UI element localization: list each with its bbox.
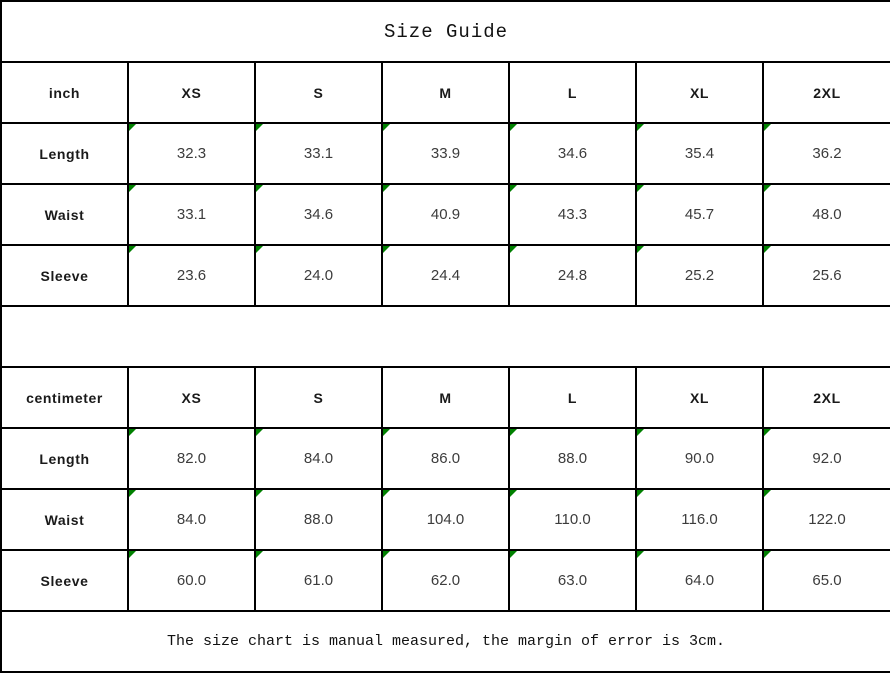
value-cell bbox=[255, 428, 382, 489]
size-header-xs: XS bbox=[128, 367, 255, 428]
value-cell bbox=[509, 245, 636, 306]
value-cell bbox=[128, 489, 255, 550]
value-cell bbox=[255, 550, 382, 611]
value-cell bbox=[128, 428, 255, 489]
cell-value: 90.0 bbox=[684, 450, 715, 467]
cell-value: 32.3 bbox=[176, 145, 207, 162]
value-cell bbox=[636, 184, 763, 245]
cell-value: 24.8 bbox=[557, 267, 588, 284]
value-cell bbox=[382, 245, 509, 306]
green-triangle-icon bbox=[383, 551, 390, 558]
size-header-2xl: 2XL bbox=[763, 367, 890, 428]
value-cell bbox=[128, 245, 255, 306]
cell-value: 24.4 bbox=[430, 267, 461, 284]
centimeter-header-row bbox=[1, 367, 890, 428]
value-cell bbox=[763, 428, 890, 489]
value-cell bbox=[509, 428, 636, 489]
table-row bbox=[1, 245, 890, 306]
value-cell bbox=[636, 550, 763, 611]
value-cell bbox=[509, 550, 636, 611]
value-cell bbox=[763, 123, 890, 184]
size-header-2xl: 2XL bbox=[763, 62, 890, 123]
green-triangle-icon bbox=[510, 551, 517, 558]
value-cell bbox=[509, 489, 636, 550]
green-triangle-icon bbox=[256, 429, 263, 436]
size-header-l: L bbox=[509, 62, 636, 123]
green-triangle-icon bbox=[764, 551, 771, 558]
size-header-m: M bbox=[382, 367, 509, 428]
cell-value: 25.2 bbox=[684, 267, 715, 284]
cell-value: 84.0 bbox=[176, 511, 207, 528]
value-cell bbox=[763, 550, 890, 611]
cell-value: 35.4 bbox=[684, 145, 715, 162]
row-label-cell: Length bbox=[1, 123, 128, 184]
green-triangle-icon bbox=[383, 429, 390, 436]
table-row bbox=[1, 428, 890, 489]
cell-value: 122.0 bbox=[808, 511, 846, 528]
row-label-cell: Length bbox=[1, 428, 128, 489]
green-triangle-icon bbox=[637, 185, 644, 192]
green-triangle-icon bbox=[129, 124, 136, 131]
green-triangle-icon bbox=[129, 185, 136, 192]
green-triangle-icon bbox=[256, 246, 263, 253]
green-triangle-icon bbox=[637, 429, 644, 436]
unit-header-cell-inch: inch bbox=[1, 62, 128, 123]
green-triangle-icon bbox=[129, 551, 136, 558]
green-triangle-icon bbox=[383, 185, 390, 192]
footer-note: The size chart is manual measured, the margin of error is 3cm. bbox=[1, 611, 890, 672]
table-row bbox=[1, 123, 890, 184]
green-triangle-icon bbox=[764, 429, 771, 436]
inch-header-row bbox=[1, 62, 890, 123]
value-cell bbox=[382, 184, 509, 245]
cell-value: 36.2 bbox=[812, 145, 842, 162]
cell-value: 62.0 bbox=[430, 572, 461, 589]
size-header-s: S bbox=[255, 62, 382, 123]
green-triangle-icon bbox=[637, 246, 644, 253]
size-header-xs: XS bbox=[128, 62, 255, 123]
cell-value: 40.9 bbox=[430, 206, 461, 223]
row-label-cell: Sleeve bbox=[1, 550, 128, 611]
unit-header-cell-centimeter: centimeter bbox=[1, 367, 128, 428]
green-triangle-icon bbox=[510, 429, 517, 436]
value-cell bbox=[636, 428, 763, 489]
green-triangle-icon bbox=[256, 185, 263, 192]
cell-value: 63.0 bbox=[557, 572, 588, 589]
green-triangle-icon bbox=[129, 490, 136, 497]
green-triangle-icon bbox=[129, 429, 136, 436]
cell-value: 24.0 bbox=[303, 267, 334, 284]
value-cell bbox=[763, 245, 890, 306]
cell-value: 104.0 bbox=[426, 511, 465, 528]
green-triangle-icon bbox=[637, 124, 644, 131]
cell-value: 33.9 bbox=[430, 145, 461, 162]
value-cell bbox=[636, 123, 763, 184]
value-cell bbox=[255, 123, 382, 184]
cell-value: 33.1 bbox=[176, 206, 207, 223]
size-header-m: M bbox=[382, 62, 509, 123]
cell-value: 48.0 bbox=[812, 206, 842, 223]
title-row bbox=[1, 1, 890, 62]
value-cell bbox=[255, 245, 382, 306]
size-header-xl: XL bbox=[636, 62, 763, 123]
value-cell bbox=[763, 489, 890, 550]
cell-value: 25.6 bbox=[812, 267, 842, 284]
cell-value: 92.0 bbox=[812, 450, 842, 467]
spacer-row bbox=[1, 306, 890, 367]
green-triangle-icon bbox=[256, 490, 263, 497]
table-row bbox=[1, 184, 890, 245]
green-triangle-icon bbox=[256, 551, 263, 558]
green-triangle-icon bbox=[256, 124, 263, 131]
value-cell bbox=[255, 489, 382, 550]
green-triangle-icon bbox=[383, 124, 390, 131]
value-cell bbox=[382, 123, 509, 184]
cell-value: 34.6 bbox=[303, 206, 334, 223]
value-cell bbox=[509, 184, 636, 245]
cell-value: 64.0 bbox=[684, 572, 715, 589]
green-triangle-icon bbox=[510, 490, 517, 497]
size-header-xl: XL bbox=[636, 367, 763, 428]
row-label-cell: Waist bbox=[1, 489, 128, 550]
value-cell bbox=[128, 550, 255, 611]
cell-value: 86.0 bbox=[430, 450, 461, 467]
cell-value: 84.0 bbox=[303, 450, 334, 467]
value-cell bbox=[636, 489, 763, 550]
green-triangle-icon bbox=[510, 185, 517, 192]
value-cell bbox=[382, 428, 509, 489]
table-row bbox=[1, 489, 890, 550]
cell-value: 116.0 bbox=[681, 511, 718, 528]
cell-value: 88.0 bbox=[557, 450, 588, 467]
cell-value: 88.0 bbox=[303, 511, 334, 528]
green-triangle-icon bbox=[383, 246, 390, 253]
value-cell bbox=[636, 245, 763, 306]
cell-value: 60.0 bbox=[176, 572, 207, 589]
cell-value: 45.7 bbox=[684, 206, 715, 223]
green-triangle-icon bbox=[637, 551, 644, 558]
value-cell bbox=[763, 184, 890, 245]
page-title: Size Guide bbox=[1, 1, 890, 62]
value-cell bbox=[255, 184, 382, 245]
cell-value: 65.0 bbox=[812, 572, 842, 589]
cell-value: 34.6 bbox=[557, 145, 588, 162]
cell-value: 61.0 bbox=[303, 572, 334, 589]
value-cell bbox=[509, 123, 636, 184]
value-cell bbox=[382, 550, 509, 611]
green-triangle-icon bbox=[764, 185, 771, 192]
green-triangle-icon bbox=[764, 246, 771, 253]
green-triangle-icon bbox=[383, 490, 390, 497]
footer-row bbox=[1, 611, 890, 672]
green-triangle-icon bbox=[510, 246, 517, 253]
green-triangle-icon bbox=[764, 490, 771, 497]
cell-value: 110.0 bbox=[554, 511, 591, 528]
cell-value: 43.3 bbox=[557, 206, 588, 223]
cell-value: 82.0 bbox=[176, 450, 207, 467]
value-cell bbox=[128, 184, 255, 245]
cell-value: 23.6 bbox=[176, 267, 207, 284]
green-triangle-icon bbox=[510, 124, 517, 131]
value-cell bbox=[128, 123, 255, 184]
row-label-cell: Waist bbox=[1, 184, 128, 245]
value-cell bbox=[382, 489, 509, 550]
table-row bbox=[1, 550, 890, 611]
size-header-l: L bbox=[509, 367, 636, 428]
cell-value: 33.1 bbox=[303, 145, 334, 162]
green-triangle-icon bbox=[129, 246, 136, 253]
green-triangle-icon bbox=[764, 124, 771, 131]
size-header-s: S bbox=[255, 367, 382, 428]
row-label-cell: Sleeve bbox=[1, 245, 128, 306]
spacer-cell bbox=[1, 306, 890, 367]
green-triangle-icon bbox=[637, 490, 644, 497]
